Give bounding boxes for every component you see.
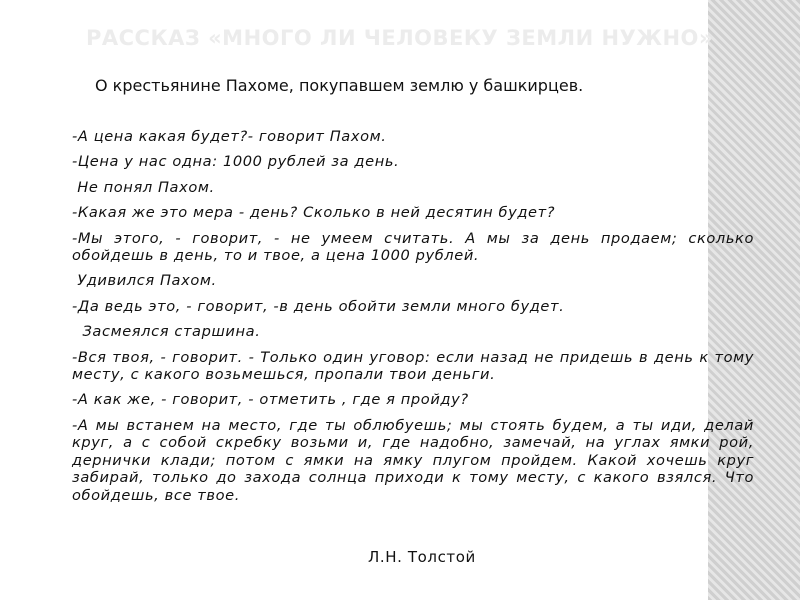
paragraph: -А как же, - говорит, - отметить , где я пройду?: [72, 391, 469, 409]
paragraph: Удивился Пахом.: [72, 272, 217, 290]
story-excerpt: [72, 128, 754, 512]
paragraph: -А цена какая будет?- говорит Пахом.: [72, 128, 387, 145]
paragraph: Не понял Пахом.: [72, 178, 215, 196]
paragraph: -Вся твоя, - говорит. - Только один уговор: если назад не придешь в день к тому месту, с какого возьмешься, пропали твои деньги.: [72, 348, 754, 384]
paragraph: Засмеялся старшина.: [72, 323, 261, 341]
paragraph: -Какая же это мера - день? Сколько в ней десятин будет?: [72, 204, 556, 222]
paragraph: -Мы этого, - говорит, - не умеем считать. А мы за день продаем; сколько обойдешь в день, то и твое, а цена 1000 рублей.: [72, 229, 754, 265]
slide-subtitle: О крестьянине Пахоме, покупавшем землю у башкирцев.: [95, 76, 584, 95]
slide-title: РАССКАЗ «МНОГО ЛИ ЧЕЛОВЕКУ ЗЕМЛИ НУЖНО»: [86, 26, 713, 50]
paragraph: -Да ведь это, - говорит, -в день обойти земли много будет.: [72, 297, 565, 315]
author-signature: Л.Н. Толстой: [368, 548, 476, 566]
paragraph: -Цена у нас одна: 1000 рублей за день.: [72, 153, 400, 171]
paragraph: -А мы встанем на место, где ты облюбуешь; мы стоять будем, а ты иди, делай круг, а с собой скребку возьми и, где надобно, замечай, на углах ямки рой, дернички клади; потом с ямки на ямку плугом пройдем. Какой хочешь круг забирай, только до захода солнца приходи к тому месту, с какого взялся. Что обойдешь, все твое.: [72, 416, 754, 504]
